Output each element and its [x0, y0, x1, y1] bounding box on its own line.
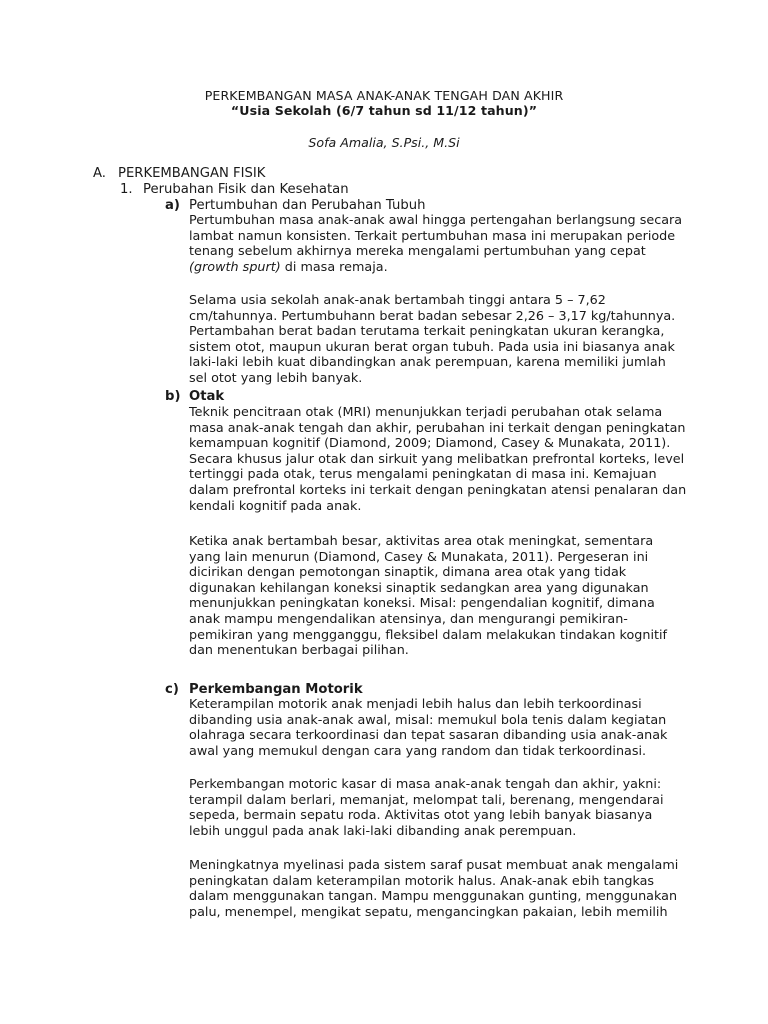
section-a-marker: A.	[93, 166, 106, 181]
paragraph-line: tenang sebelum akhirnya mereka mengalami pertumbuhan yang cepat	[189, 244, 646, 260]
paragraph-line: dalam prefrontal korteks ini terkait dengan peningkatan atensi penalaran dan	[189, 482, 687, 498]
subsection-1-marker: 1.	[120, 182, 133, 197]
item-a-paragraph-1	[189, 213, 689, 275]
paragraph-line: Selama usia sekolah anak-anak bertambah tinggi antara 5 – 7,62	[189, 293, 606, 308]
item-c-marker: c)	[165, 682, 179, 697]
item-a-title: Pertumbuhan dan Perubahan Tubuh	[189, 198, 426, 213]
item-b-paragraph-2	[189, 534, 689, 659]
paragraph-line: sepeda, bermain sepatu roda. Aktivitas otot yang lebih banyak biasanya	[189, 808, 653, 824]
paragraph-line: Keterampilan motorik anak menjadi lebih halus dan lebih terkoordinasi	[189, 697, 642, 712]
paragraph-text: di masa remaja.	[280, 259, 388, 275]
paragraph-line: terampil dalam berlari, memanjat, melompat tali, berenang, mengendarai	[189, 792, 664, 808]
section-a-title: PERKEMBANGAN FISIK	[118, 166, 266, 181]
document-title: PERKEMBANGAN MASA ANAK-ANAK TENGAH DAN AKHIR	[204, 88, 564, 103]
paragraph-line: Meningkatnya myelinasi pada sistem saraf pusat membuat anak mengalami	[189, 858, 679, 873]
paragraph-line: kemampuan kognitif (Diamond, 2009; Diamond, Casey & Munakata, 2011).	[189, 436, 671, 452]
paragraph-line: Teknik pencitraan otak (MRI) menunjukkan terjadi perubahan otak selama	[189, 405, 663, 420]
item-a-marker: a)	[165, 198, 180, 213]
paragraph-line: menunjukkan peningkatan koneksi. Misal: pengendalian kognitif, dimana	[189, 596, 655, 612]
paragraph-line: palu, menempel, mengikat sepatu, mengancingkan pakaian, lebih memilih	[189, 904, 668, 920]
paragraph-line: olahraga secara terkoordinasi dan tepat sasaran dibanding usia anak-anak	[189, 728, 668, 744]
paragraph-line: awal yang memukul dengan cara yang random dan tidak terkoordinasi.	[189, 743, 647, 759]
paragraph-line: digunakan kehilangan koneksi sinaptik sedangkan area yang digunakan	[189, 580, 649, 596]
paragraph-line: Secara khusus jalur otak dan sirkuit yang melibatkan prefrontal korteks, level	[189, 451, 685, 467]
paragraph-line: sistem otot, maupun ukuran berat organ tubuh. Pada usia ini biasanya anak	[189, 339, 675, 355]
paragraph-line: tertinggi pada otak, terus mengalami peningkatan di masa ini. Kemajuan	[189, 467, 657, 483]
paragraph-line: lambat namun konsisten. Terkait pertumbuhan masa ini merupakan periode	[189, 228, 676, 244]
italic-term: (growth spurt)	[189, 259, 281, 275]
paragraph-line: Ketika anak bertambah besar, aktivitas area otak meningkat, sementara	[189, 534, 654, 549]
paragraph-line: dibanding usia anak-anak awal, misal: memukul bola tenis dalam kegiatan	[189, 712, 667, 728]
paragraph-line: cm/tahunnya. Pertumbuhann berat badan sebesar 2,26 – 3,17 kg/tahunnya.	[189, 308, 676, 324]
item-b-marker: b)	[165, 389, 181, 404]
paragraph-line: lebih unggul pada anak laki-laki dibanding anak perempuan.	[189, 823, 577, 839]
paragraph-line: kendali kognitif pada anak.	[189, 498, 362, 514]
item-b-paragraph-1	[189, 405, 689, 514]
paragraph-line: sel otot yang lebih banyak.	[189, 370, 363, 386]
paragraph-line: dan menentukan berbagai pilihan.	[189, 643, 409, 659]
document-author: Sofa Amalia, S.Psi., M.Si	[308, 135, 460, 150]
paragraph-line: pemikiran yang mengganggu, fleksibel dalam melakukan tindakan kognitif	[189, 627, 668, 643]
paragraph-line: masa anak-anak tengah dan akhir, perubahan ini terkait dengan peningkatan	[189, 420, 686, 436]
item-c-title: Perkembangan Motorik	[189, 682, 363, 697]
item-c-paragraph-2	[189, 777, 689, 839]
paragraph-line: Perkembangan motoric kasar di masa anak-anak tengah dan akhir, yakni:	[189, 777, 662, 792]
item-c-paragraph-1	[189, 697, 689, 759]
subsection-1-title: Perubahan Fisik dan Kesehatan	[143, 182, 349, 197]
paragraph-line: anak mampu mengendalikan atensinya, dan mengurangi pemikiran-	[189, 611, 628, 627]
paragraph-line	[189, 260, 689, 276]
paragraph-line: peningkatan dalam keterampilan motorik halus. Anak-anak ebih tangkas	[189, 873, 655, 889]
item-b-title: Otak	[189, 389, 225, 404]
paragraph-line: Pertambahan berat badan terutama terkait peningkatan ukuran kerangka,	[189, 324, 665, 340]
paragraph-line: yang lain menurun (Diamond, Casey & Munakata, 2011). Pergeseran ini	[189, 549, 649, 565]
item-a-paragraph-2	[189, 293, 689, 387]
paragraph-line: dicirikan dengan pemotongan sinaptik, dimana area otak yang tidak	[189, 565, 627, 581]
item-c-paragraph-3	[189, 858, 689, 920]
paragraph-line: Pertumbuhan masa anak-anak awal hingga pertengahan berlangsung secara	[189, 213, 683, 228]
document-subtitle: “Usia Sekolah (6/7 tahun sd 11/12 tahun)”	[230, 103, 538, 118]
paragraph-line: laki-laki lebih kuat dibandingkan anak perempuan, karena memiliki jumlah	[189, 355, 666, 371]
paragraph-line: dalam menggunakan tangan. Mampu menggunakan gunting, menggunakan	[189, 889, 678, 905]
